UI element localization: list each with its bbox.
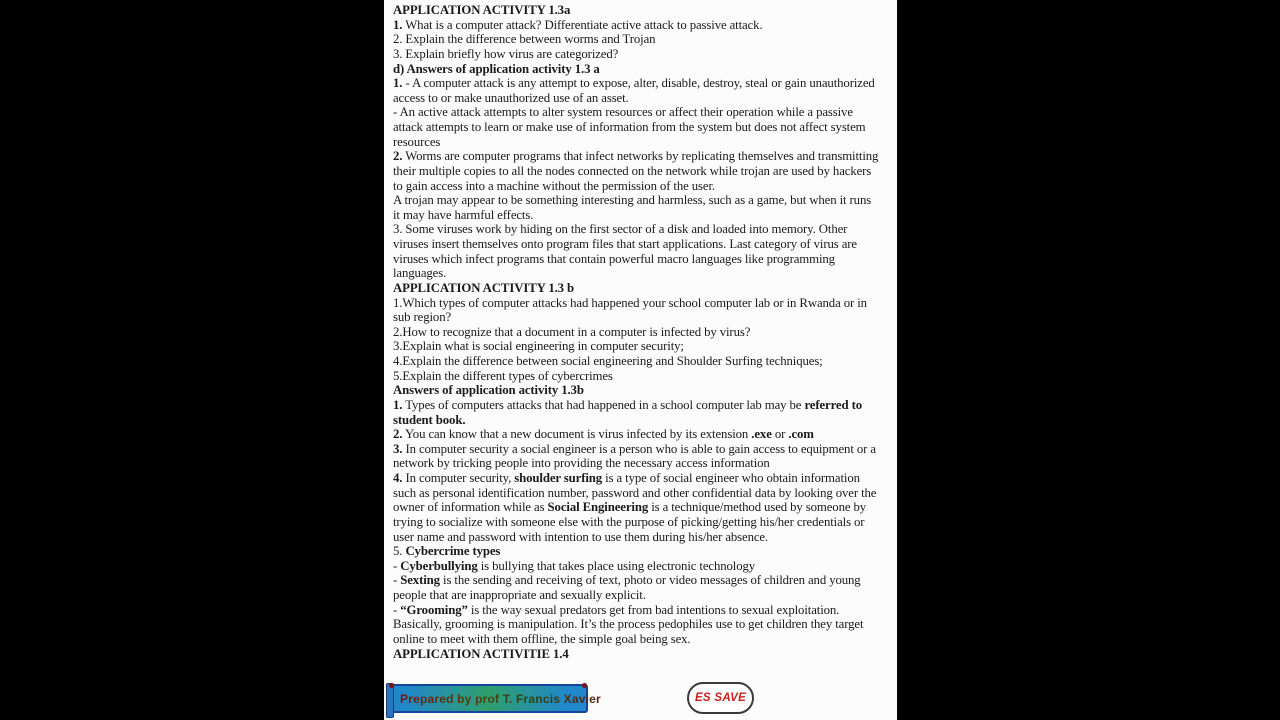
text-line: - Sexting is the sending and receiving of text, photo or video messages of children and young: [393, 573, 861, 588]
text-line: APPLICATION ACTIVITIE 1.4: [393, 646, 569, 661]
text-line: user name and password with intention to use them during his/her absence.: [393, 529, 769, 544]
text-line: network by tricking people into providing the necessary access information: [393, 456, 770, 471]
text-line: 5.Explain the different types of cybercrimes: [393, 368, 613, 383]
text-line: access to or make unauthorized use of an asset.: [393, 90, 629, 105]
text-line: viruses which infect programs that contain powerful macro languages like programming: [393, 251, 835, 266]
text-line: - Cyberbullying is bullying that takes place using electronic technology: [393, 558, 756, 573]
es-save-label: ES SAVE: [694, 692, 747, 704]
text-line: such as personal identification number, password and other confidential data by looking over the: [393, 485, 877, 500]
text-line: 3.Explain what is social engineering in computer security;: [393, 339, 684, 354]
text-line: it may have harmful effects.: [393, 207, 534, 222]
text-line: 4.Explain the difference between social engineering and Shoulder Surfing techniques;: [393, 354, 823, 368]
text-line: their multiple copies to all the nodes connected on the network while trojan are used by hackers: [393, 163, 872, 178]
text-line: A trojan may appear to be something interesting and harmless, such as a game, but when it runs: [393, 193, 872, 208]
document-page: [384, 0, 897, 720]
text-line: 2. You can know that a new document is virus infected by its extension .exe or .com: [393, 427, 814, 442]
text-line: viruses insert themselves onto program files that start applications. Last category of virus are: [393, 237, 857, 251]
text-line: 2. Explain the difference between worms and Trojan: [393, 32, 656, 47]
text-line: 2. Worms are computer programs that infect networks by replicating themselves and transmitting: [393, 149, 879, 164]
text-line: owner of information while as Social Engineering is a technique/method used by someone by: [393, 500, 867, 515]
text-line: languages.: [393, 266, 447, 281]
text-line: 1. Types of computers attacks that had happened in a school computer lab may be referred to: [393, 397, 862, 412]
text-line: - “Grooming” is the way sexual predators get from bad intentions to sexual exploitation.: [393, 602, 840, 617]
text-line: 2.How to recognize that a document in a computer is infected by virus?: [393, 324, 751, 339]
text-line: 1.Which types of computer attacks had happened your school computer lab or in Rwanda or in: [393, 295, 867, 310]
text-line: to gain access into a machine without the permission of the user.: [393, 178, 715, 193]
text-line: 3. Some viruses work by hiding on the first sector of a disk and loaded into memory. Other: [393, 222, 848, 237]
pin-icon: [389, 683, 394, 688]
prepared-by-label: Prepared by prof T. Francis Xavier: [400, 691, 601, 706]
text-line: resources: [393, 134, 441, 149]
pin-icon: [582, 683, 587, 688]
text-line: people that are inappropriate and sexually explicit.: [393, 588, 646, 602]
text-line: APPLICATION ACTIVITY 1.3a: [393, 3, 571, 17]
text-line: 4. In computer security, shoulder surfing is a type of social engineer who obtain information: [393, 471, 860, 485]
text-line: sub region?: [393, 310, 452, 325]
text-line: trying to socialize with someone else with the purpose of picking/getting his/her credentials or: [393, 514, 865, 529]
es-save-button[interactable]: [687, 682, 754, 714]
text-line: attack attempts to learn or make use of information from the system but does not affect system: [393, 120, 866, 134]
text-line: 3. In computer security a social engineer is a person who is able to gain access to equipment or a: [393, 441, 876, 456]
text-line: 3. Explain briefly how virus are categorized?: [393, 46, 619, 61]
text-line: - An active attack attempts to alter system resources or affect their operation while a passive: [393, 105, 853, 120]
text-line: online to meet with them offline, the simple goal being sex.: [393, 631, 691, 646]
text-line: Answers of application activity 1.3b: [393, 383, 584, 398]
document-lines: [393, 3, 890, 661]
text-line: 5. Cybercrime types: [393, 544, 501, 559]
text-line: d) Answers of application activity 1.3 a: [393, 61, 600, 76]
text-line: 1. - A computer attack is any attempt to expose, alter, disable, destroy, steal or gain unauthorized: [393, 76, 875, 91]
text-line: 1. What is a computer attack? Differentiate active attack to passive attack.: [393, 17, 763, 32]
text-line: APPLICATION ACTIVITY 1.3 b: [393, 280, 575, 295]
text-line: student book.: [393, 412, 466, 427]
prepared-by-banner[interactable]: [389, 684, 601, 713]
text-line: Basically, grooming is manipulation. It’s the process pedophiles use to get children they target: [393, 617, 864, 632]
